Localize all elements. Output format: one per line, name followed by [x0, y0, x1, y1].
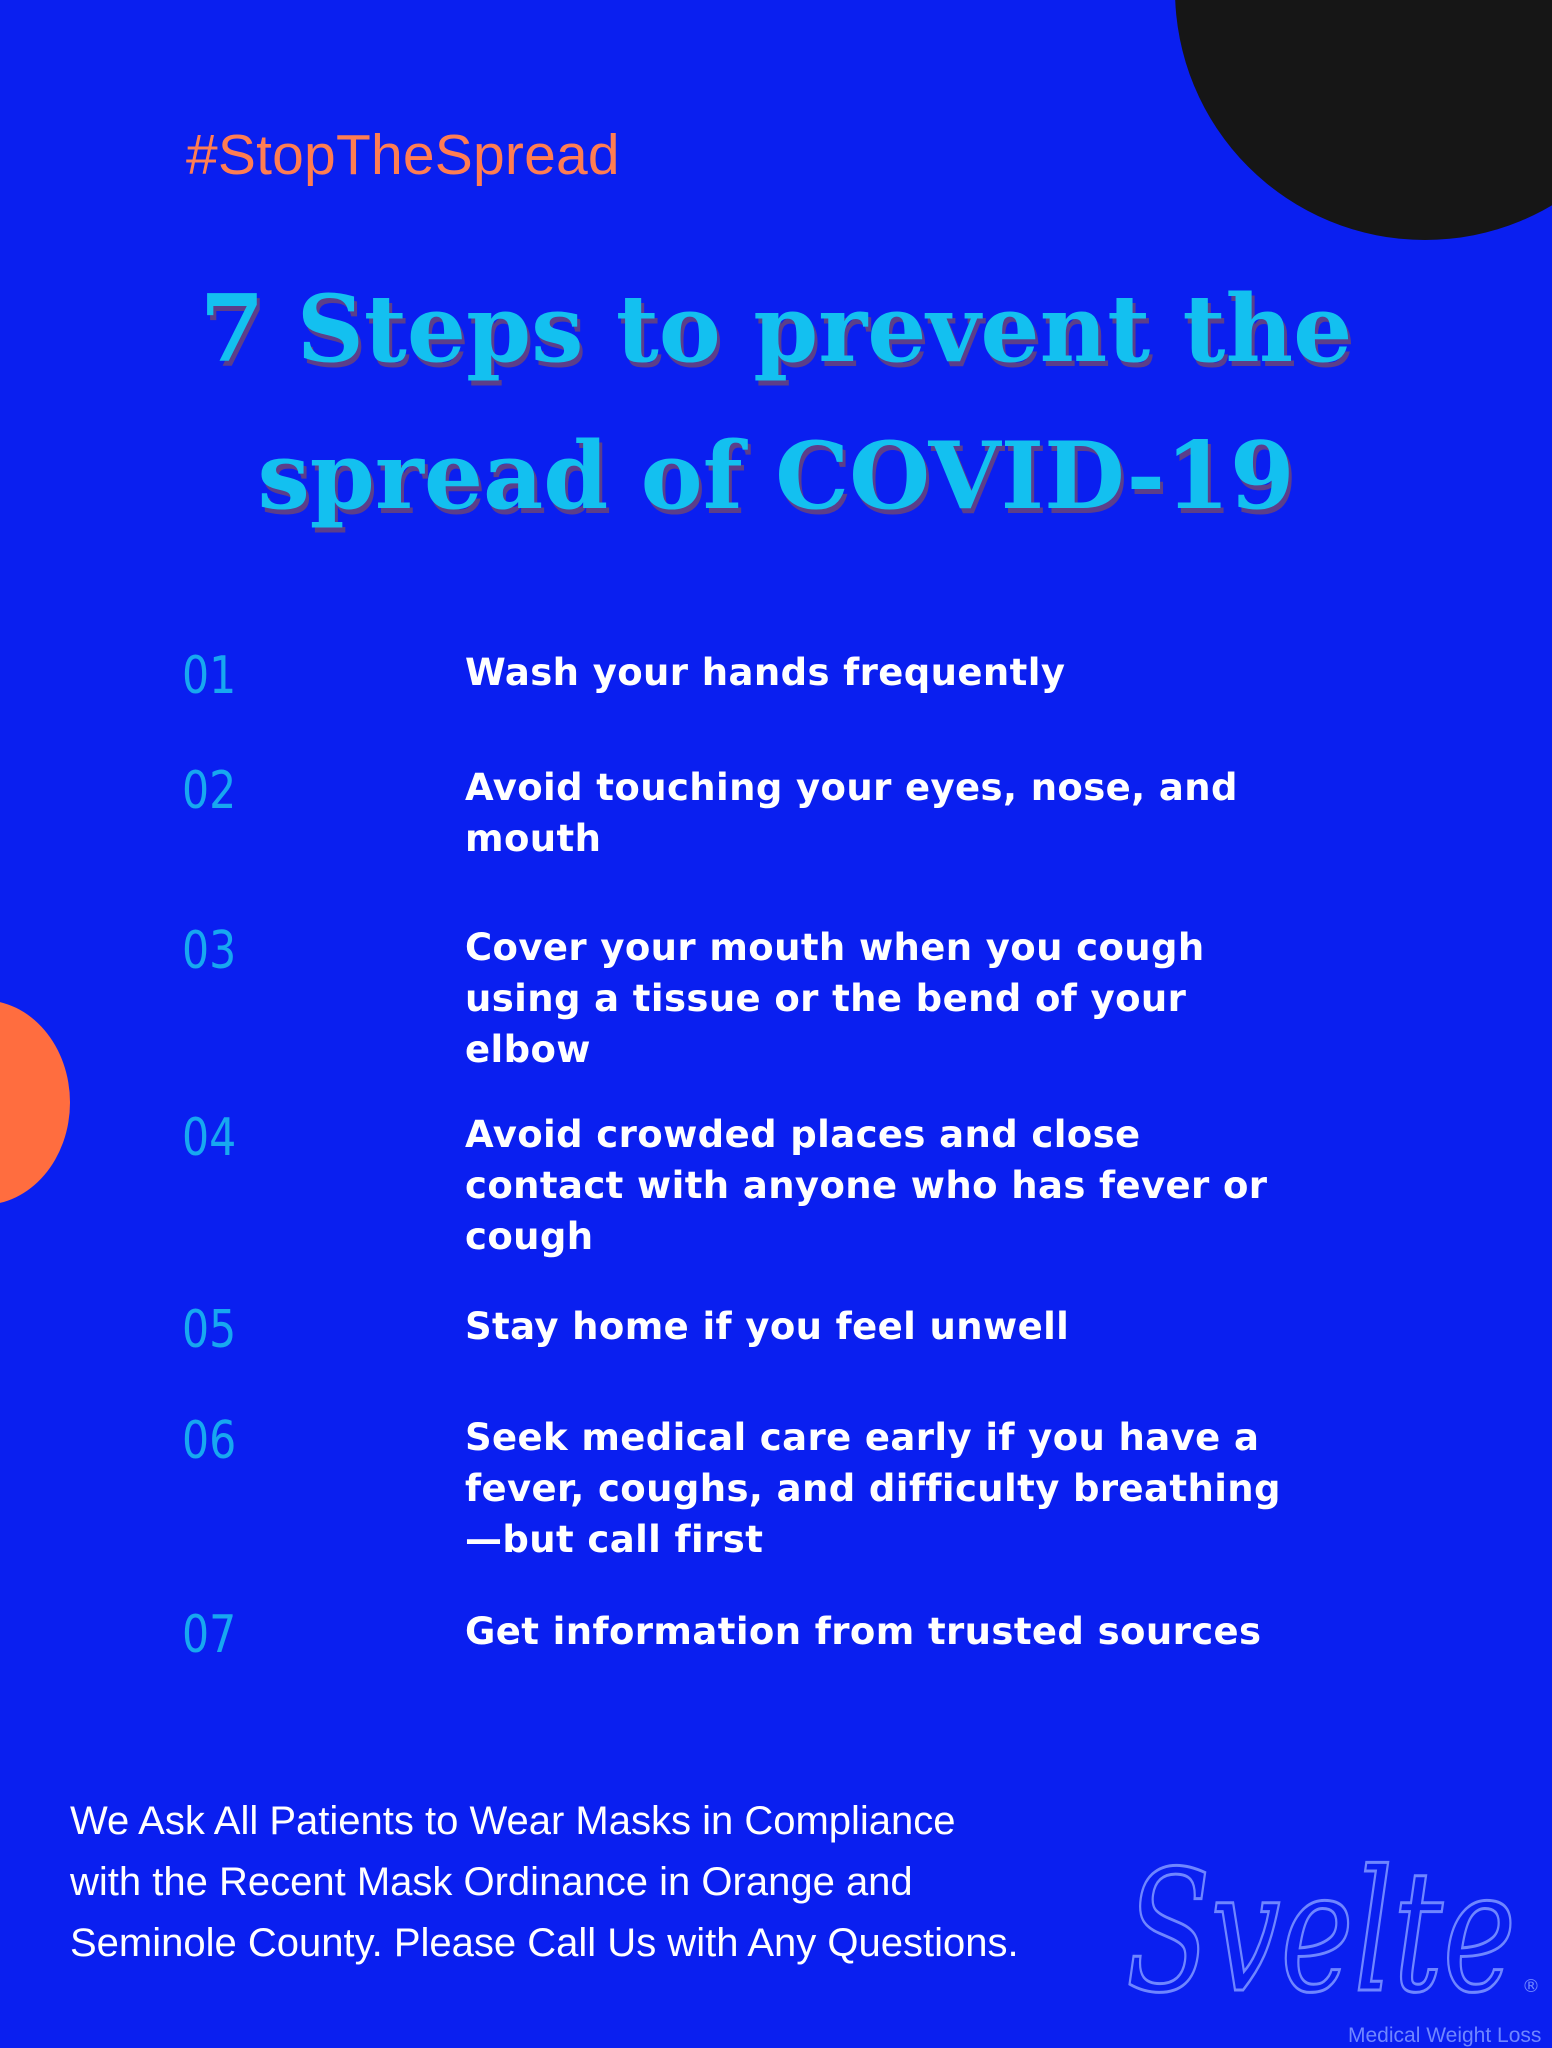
logo-wordmark-text: Svelte — [1126, 1834, 1516, 2012]
decorative-orange-circle — [0, 1000, 70, 1205]
hashtag-label: #StopTheSpread — [186, 123, 620, 187]
step-number: 06 — [182, 1411, 237, 1471]
step-number: 04 — [182, 1108, 237, 1168]
step-text: Wash your hands frequently — [465, 651, 1066, 694]
poster-title — [100, 255, 1452, 549]
notice-line-2: with the Recent Mask Ordinance in Orange and — [70, 1860, 913, 1904]
decorative-black-circle — [1175, 0, 1552, 240]
logo-tagline: Medical Weight Loss — [1348, 2024, 1542, 2047]
step-text: Get information from trusted sources — [465, 1610, 1262, 1653]
step-number: 02 — [182, 761, 237, 821]
step-text: Cover your mouth when you cough using a tissue or the bend of your elbow — [465, 926, 1205, 1071]
mask-policy-notice — [70, 1791, 1190, 1974]
step-number: 07 — [182, 1605, 237, 1665]
svelte-wordmark — [1118, 1782, 1552, 2012]
step-number: 05 — [182, 1300, 237, 1360]
title-line-1: 7 Steps to prevent the — [199, 274, 1353, 383]
step-text: Avoid crowded places and close contact with anyone who has fever or cough — [465, 1113, 1268, 1258]
step-text: Seek medical care early if you have a fever, coughs, and difficulty breathing—but call first — [465, 1416, 1281, 1561]
svelte-logo — [1118, 1782, 1552, 2048]
step-number: 01 — [182, 646, 237, 706]
notice-line-3: Seminole County. Please Call Us with Any Questions. — [70, 1921, 1019, 1965]
step-number: 03 — [182, 921, 237, 981]
notice-line-1: We Ask All Patients to Wear Masks in Compliance — [70, 1799, 956, 1843]
registered-mark: ® — [1522, 1976, 1540, 1997]
title-line-2: spread of COVID-19 — [257, 421, 1295, 530]
step-text: Stay home if you feel unwell — [465, 1305, 1070, 1348]
step-text: Avoid touching your eyes, nose, and mouth — [465, 766, 1238, 860]
